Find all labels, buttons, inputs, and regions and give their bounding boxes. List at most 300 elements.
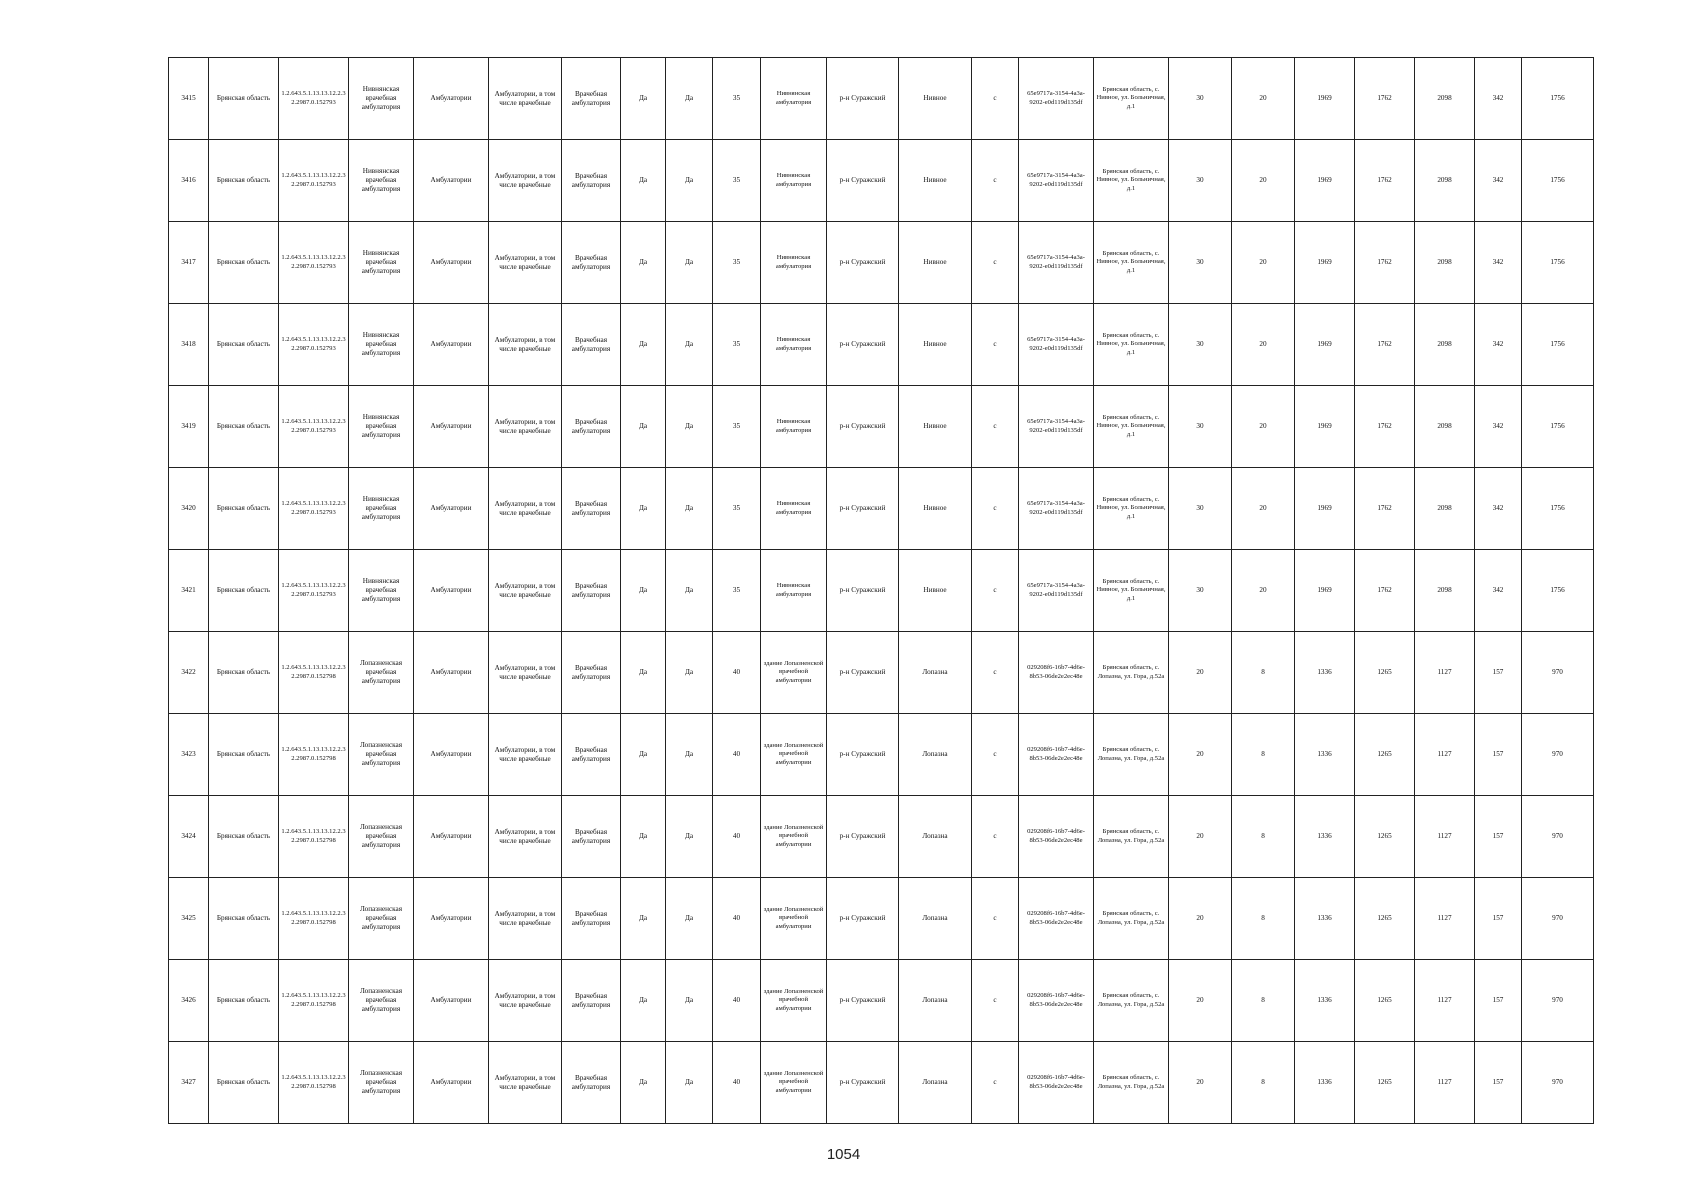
cell-n7: 1756 [1522, 304, 1594, 386]
cell-flag1: Да [621, 878, 666, 960]
cell-n2: 20 [1232, 140, 1295, 222]
cell-address: Брянская область, с. Лопазна, ул. Гора, д.52а [1094, 714, 1169, 796]
cell-n6: 157 [1475, 960, 1522, 1042]
cell-n7: 1756 [1522, 140, 1594, 222]
cell-n4: 1265 [1355, 1042, 1415, 1124]
table-row [169, 304, 1594, 386]
cell-n2: 8 [1232, 632, 1295, 714]
cell-n1: 20 [1169, 632, 1232, 714]
cell-flag2: Да [666, 222, 713, 304]
cell-category: Врачебная амбулатория [562, 304, 621, 386]
cell-region: Брянская область [209, 140, 279, 222]
cell-n6: 342 [1475, 58, 1522, 140]
cell-loc-type: с [972, 632, 1019, 714]
cell-flag1: Да [621, 386, 666, 468]
cell-region: Брянская область [209, 58, 279, 140]
cell-n6: 157 [1475, 878, 1522, 960]
cell-region: Брянская область [209, 386, 279, 468]
cell-district: р-н Суражский [827, 386, 899, 468]
cell-n5: 1127 [1415, 878, 1475, 960]
cell-subtype: Амбулатории, в том числе врачебные [489, 58, 562, 140]
cell-n6: 157 [1475, 796, 1522, 878]
cell-num: 3421 [169, 550, 209, 632]
cell-num: 3418 [169, 304, 209, 386]
cell-locality: Лопазна [899, 714, 972, 796]
cell-region: Брянская область [209, 960, 279, 1042]
cell-loc-type: с [972, 304, 1019, 386]
cell-code: 1.2.643.5.1.13.13.12.2.32.2987.0.152793 [279, 58, 349, 140]
cell-category: Врачебная амбулатория [562, 58, 621, 140]
cell-locality: Лопазна [899, 632, 972, 714]
cell-guid: 65e9717a-3154-4a3a-9202-e0d119d135df [1019, 550, 1094, 632]
cell-num: 3422 [169, 632, 209, 714]
cell-code: 1.2.643.5.1.13.13.12.2.32.2987.0.152798 [279, 878, 349, 960]
cell-n3: 1336 [1295, 960, 1355, 1042]
cell-n4: 1762 [1355, 468, 1415, 550]
cell-n4: 1762 [1355, 222, 1415, 304]
cell-flag2: Да [666, 960, 713, 1042]
cell-n3: 1969 [1295, 58, 1355, 140]
cell-guid: 65e9717a-3154-4a3a-9202-e0d119d135df [1019, 222, 1094, 304]
cell-n7: 1756 [1522, 58, 1594, 140]
cell-n2: 8 [1232, 960, 1295, 1042]
cell-value1: 35 [713, 304, 761, 386]
cell-locality: Лопазна [899, 1042, 972, 1124]
cell-n2: 8 [1232, 796, 1295, 878]
cell-org: Лопазненская врачебная амбулатория [349, 878, 414, 960]
cell-type: Амбулатории [414, 468, 489, 550]
cell-n7: 970 [1522, 1042, 1594, 1124]
cell-n4: 1762 [1355, 304, 1415, 386]
cell-flag2: Да [666, 140, 713, 222]
cell-guid: 029208f6-16b7-4d6e-8b53-06de2e2ec48e [1019, 960, 1094, 1042]
cell-code: 1.2.643.5.1.13.13.12.2.32.2987.0.152793 [279, 550, 349, 632]
cell-n7: 1756 [1522, 468, 1594, 550]
cell-n4: 1265 [1355, 960, 1415, 1042]
cell-n5: 1127 [1415, 960, 1475, 1042]
cell-category: Врачебная амбулатория [562, 222, 621, 304]
cell-code: 1.2.643.5.1.13.13.12.2.32.2987.0.152798 [279, 714, 349, 796]
cell-building: Нивнянская амбулатория [761, 140, 827, 222]
cell-org: Нивнянская врачебная амбулатория [349, 58, 414, 140]
cell-district: р-н Суражский [827, 550, 899, 632]
cell-guid: 029208f6-16b7-4d6e-8b53-06de2e2ec48e [1019, 878, 1094, 960]
cell-n6: 342 [1475, 140, 1522, 222]
cell-building: здание Лопазненской врачебной амбулатории [761, 960, 827, 1042]
cell-category: Врачебная амбулатория [562, 468, 621, 550]
cell-subtype: Амбулатории, в том числе врачебные [489, 878, 562, 960]
cell-n4: 1265 [1355, 796, 1415, 878]
cell-address: Брянская область, с. Лопазна, ул. Гора, д.52а [1094, 1042, 1169, 1124]
cell-n5: 2098 [1415, 222, 1475, 304]
cell-locality: Нивное [899, 386, 972, 468]
cell-flag2: Да [666, 386, 713, 468]
cell-loc-type: с [972, 386, 1019, 468]
cell-num: 3423 [169, 714, 209, 796]
cell-flag2: Да [666, 878, 713, 960]
cell-building: здание Лопазненской врачебной амбулатории [761, 714, 827, 796]
cell-n7: 970 [1522, 632, 1594, 714]
table-row [169, 632, 1594, 714]
cell-n6: 342 [1475, 550, 1522, 632]
cell-type: Амбулатории [414, 222, 489, 304]
table-row [169, 386, 1594, 468]
cell-category: Врачебная амбулатория [562, 878, 621, 960]
cell-value1: 40 [713, 1042, 761, 1124]
cell-district: р-н Суражский [827, 878, 899, 960]
cell-locality: Нивное [899, 468, 972, 550]
cell-num: 3426 [169, 960, 209, 1042]
cell-district: р-н Суражский [827, 468, 899, 550]
cell-building: здание Лопазненской врачебной амбулатории [761, 878, 827, 960]
cell-n7: 970 [1522, 960, 1594, 1042]
cell-n1: 30 [1169, 550, 1232, 632]
cell-guid: 029208f6-16b7-4d6e-8b53-06de2e2ec48e [1019, 796, 1094, 878]
cell-district: р-н Суражский [827, 632, 899, 714]
cell-guid: 65e9717a-3154-4a3a-9202-e0d119d135df [1019, 58, 1094, 140]
cell-subtype: Амбулатории, в том числе врачебные [489, 468, 562, 550]
cell-value1: 35 [713, 468, 761, 550]
cell-value1: 40 [713, 796, 761, 878]
cell-flag2: Да [666, 1042, 713, 1124]
cell-category: Врачебная амбулатория [562, 714, 621, 796]
cell-n1: 20 [1169, 960, 1232, 1042]
cell-num: 3420 [169, 468, 209, 550]
cell-flag1: Да [621, 632, 666, 714]
cell-n3: 1969 [1295, 222, 1355, 304]
cell-n7: 970 [1522, 714, 1594, 796]
cell-code: 1.2.643.5.1.13.13.12.2.32.2987.0.152793 [279, 386, 349, 468]
cell-n5: 2098 [1415, 550, 1475, 632]
cell-type: Амбулатории [414, 304, 489, 386]
cell-subtype: Амбулатории, в том числе врачебные [489, 222, 562, 304]
cell-address: Брянская область, с. Нивное, ул. Больничная, д.1 [1094, 386, 1169, 468]
cell-code: 1.2.643.5.1.13.13.12.2.32.2987.0.152798 [279, 632, 349, 714]
cell-n1: 20 [1169, 1042, 1232, 1124]
cell-num: 3427 [169, 1042, 209, 1124]
cell-loc-type: с [972, 550, 1019, 632]
table-row [169, 878, 1594, 960]
cell-n3: 1336 [1295, 796, 1355, 878]
cell-n5: 1127 [1415, 714, 1475, 796]
cell-n3: 1336 [1295, 1042, 1355, 1124]
cell-n1: 30 [1169, 58, 1232, 140]
cell-building: здание Лопазненской врачебной амбулатории [761, 796, 827, 878]
cell-value1: 40 [713, 960, 761, 1042]
cell-subtype: Амбулатории, в том числе врачебные [489, 550, 562, 632]
cell-n7: 1756 [1522, 222, 1594, 304]
cell-type: Амбулатории [414, 714, 489, 796]
cell-n4: 1762 [1355, 58, 1415, 140]
cell-locality: Лопазна [899, 878, 972, 960]
cell-address: Брянская область, с. Нивное, ул. Больничная, д.1 [1094, 222, 1169, 304]
cell-code: 1.2.643.5.1.13.13.12.2.32.2987.0.152798 [279, 796, 349, 878]
cell-value1: 35 [713, 386, 761, 468]
cell-n1: 20 [1169, 796, 1232, 878]
cell-num: 3419 [169, 386, 209, 468]
cell-building: Нивнянская амбулатория [761, 386, 827, 468]
cell-address: Брянская область, с. Лопазна, ул. Гора, д.52а [1094, 878, 1169, 960]
cell-address: Брянская область, с. Лопазна, ул. Гора, д.52а [1094, 796, 1169, 878]
cell-type: Амбулатории [414, 796, 489, 878]
cell-address: Брянская область, с. Нивное, ул. Больничная, д.1 [1094, 140, 1169, 222]
cell-locality: Нивное [899, 58, 972, 140]
cell-n6: 157 [1475, 1042, 1522, 1124]
cell-code: 1.2.643.5.1.13.13.12.2.32.2987.0.152798 [279, 960, 349, 1042]
cell-address: Брянская область, с. Нивное, ул. Больничная, д.1 [1094, 468, 1169, 550]
cell-n4: 1265 [1355, 878, 1415, 960]
cell-guid: 65e9717a-3154-4a3a-9202-e0d119d135df [1019, 386, 1094, 468]
cell-n2: 8 [1232, 878, 1295, 960]
cell-flag1: Да [621, 304, 666, 386]
cell-region: Брянская область [209, 550, 279, 632]
cell-value1: 40 [713, 632, 761, 714]
cell-guid: 65e9717a-3154-4a3a-9202-e0d119d135df [1019, 140, 1094, 222]
cell-loc-type: с [972, 960, 1019, 1042]
cell-n2: 20 [1232, 386, 1295, 468]
cell-n1: 30 [1169, 222, 1232, 304]
cell-district: р-н Суражский [827, 58, 899, 140]
table-body [169, 58, 1594, 1124]
cell-n7: 1756 [1522, 550, 1594, 632]
cell-building: здание Лопазненской врачебной амбулатории [761, 632, 827, 714]
cell-loc-type: с [972, 140, 1019, 222]
table-row [169, 1042, 1594, 1124]
cell-type: Амбулатории [414, 550, 489, 632]
cell-district: р-н Суражский [827, 304, 899, 386]
cell-district: р-н Суражский [827, 714, 899, 796]
cell-n4: 1265 [1355, 632, 1415, 714]
cell-region: Брянская область [209, 222, 279, 304]
cell-region: Брянская область [209, 796, 279, 878]
table-row [169, 960, 1594, 1042]
cell-subtype: Амбулатории, в том числе врачебные [489, 714, 562, 796]
cell-locality: Лопазна [899, 960, 972, 1042]
cell-flag1: Да [621, 796, 666, 878]
cell-flag2: Да [666, 632, 713, 714]
cell-code: 1.2.643.5.1.13.13.12.2.32.2987.0.152793 [279, 140, 349, 222]
cell-flag1: Да [621, 714, 666, 796]
cell-guid: 65e9717a-3154-4a3a-9202-e0d119d135df [1019, 304, 1094, 386]
cell-n5: 1127 [1415, 796, 1475, 878]
cell-n2: 20 [1232, 58, 1295, 140]
table-row [169, 714, 1594, 796]
cell-district: р-н Суражский [827, 222, 899, 304]
cell-region: Брянская область [209, 632, 279, 714]
cell-subtype: Амбулатории, в том числе врачебные [489, 386, 562, 468]
cell-locality: Лопазна [899, 796, 972, 878]
cell-org: Лопазненская врачебная амбулатория [349, 960, 414, 1042]
cell-flag1: Да [621, 1042, 666, 1124]
cell-n5: 2098 [1415, 468, 1475, 550]
cell-n3: 1969 [1295, 386, 1355, 468]
cell-code: 1.2.643.5.1.13.13.12.2.32.2987.0.152793 [279, 468, 349, 550]
cell-loc-type: с [972, 714, 1019, 796]
cell-loc-type: с [972, 796, 1019, 878]
cell-n7: 970 [1522, 878, 1594, 960]
cell-num: 3417 [169, 222, 209, 304]
cell-type: Амбулатории [414, 1042, 489, 1124]
cell-subtype: Амбулатории, в том числе врачебные [489, 796, 562, 878]
cell-locality: Нивное [899, 550, 972, 632]
cell-n1: 30 [1169, 140, 1232, 222]
cell-flag2: Да [666, 468, 713, 550]
cell-n3: 1336 [1295, 632, 1355, 714]
cell-n3: 1969 [1295, 140, 1355, 222]
cell-n6: 157 [1475, 714, 1522, 796]
cell-n2: 8 [1232, 714, 1295, 796]
cell-flag2: Да [666, 58, 713, 140]
table-row [169, 796, 1594, 878]
cell-org: Нивнянская врачебная амбулатория [349, 468, 414, 550]
cell-value1: 40 [713, 878, 761, 960]
cell-building: Нивнянская амбулатория [761, 550, 827, 632]
cell-num: 3416 [169, 140, 209, 222]
cell-code: 1.2.643.5.1.13.13.12.2.32.2987.0.152793 [279, 222, 349, 304]
cell-n5: 1127 [1415, 632, 1475, 714]
cell-n2: 20 [1232, 550, 1295, 632]
table-row [169, 222, 1594, 304]
cell-org: Нивнянская врачебная амбулатория [349, 222, 414, 304]
cell-category: Врачебная амбулатория [562, 386, 621, 468]
cell-code: 1.2.643.5.1.13.13.12.2.32.2987.0.152798 [279, 1042, 349, 1124]
cell-type: Амбулатории [414, 140, 489, 222]
cell-flag1: Да [621, 550, 666, 632]
table-row [169, 468, 1594, 550]
cell-n6: 342 [1475, 304, 1522, 386]
cell-district: р-н Суражский [827, 140, 899, 222]
cell-type: Амбулатории [414, 632, 489, 714]
cell-n1: 30 [1169, 304, 1232, 386]
cell-loc-type: с [972, 468, 1019, 550]
cell-guid: 029208f6-16b7-4d6e-8b53-06de2e2ec48e [1019, 714, 1094, 796]
cell-region: Брянская область [209, 878, 279, 960]
cell-category: Врачебная амбулатория [562, 550, 621, 632]
cell-category: Врачебная амбулатория [562, 1042, 621, 1124]
cell-n1: 30 [1169, 386, 1232, 468]
cell-guid: 029208f6-16b7-4d6e-8b53-06de2e2ec48e [1019, 1042, 1094, 1124]
cell-building: Нивнянская амбулатория [761, 468, 827, 550]
cell-n5: 2098 [1415, 58, 1475, 140]
cell-org: Лопазненская врачебная амбулатория [349, 796, 414, 878]
table-row [169, 140, 1594, 222]
cell-type: Амбулатории [414, 58, 489, 140]
cell-type: Амбулатории [414, 960, 489, 1042]
cell-n4: 1762 [1355, 386, 1415, 468]
cell-n5: 2098 [1415, 304, 1475, 386]
cell-n4: 1762 [1355, 550, 1415, 632]
cell-flag1: Да [621, 222, 666, 304]
cell-address: Брянская область, с. Лопазна, ул. Гора, д.52а [1094, 960, 1169, 1042]
cell-type: Амбулатории [414, 878, 489, 960]
cell-region: Брянская область [209, 304, 279, 386]
cell-n2: 8 [1232, 1042, 1295, 1124]
cell-value1: 35 [713, 140, 761, 222]
registry-table [168, 57, 1594, 1124]
cell-locality: Нивное [899, 140, 972, 222]
cell-n6: 157 [1475, 632, 1522, 714]
cell-category: Врачебная амбулатория [562, 960, 621, 1042]
cell-subtype: Амбулатории, в том числе врачебные [489, 632, 562, 714]
cell-flag2: Да [666, 550, 713, 632]
cell-n3: 1969 [1295, 468, 1355, 550]
cell-region: Брянская область [209, 468, 279, 550]
cell-n4: 1762 [1355, 140, 1415, 222]
cell-subtype: Амбулатории, в том числе врачебные [489, 1042, 562, 1124]
cell-flag1: Да [621, 960, 666, 1042]
cell-code: 1.2.643.5.1.13.13.12.2.32.2987.0.152793 [279, 304, 349, 386]
cell-subtype: Амбулатории, в том числе врачебные [489, 140, 562, 222]
cell-n1: 30 [1169, 468, 1232, 550]
cell-building: здание Лопазненской врачебной амбулатории [761, 1042, 827, 1124]
cell-n2: 20 [1232, 304, 1295, 386]
cell-loc-type: с [972, 222, 1019, 304]
cell-n3: 1336 [1295, 714, 1355, 796]
cell-building: Нивнянская амбулатория [761, 58, 827, 140]
cell-num: 3415 [169, 58, 209, 140]
cell-n3: 1969 [1295, 304, 1355, 386]
cell-loc-type: с [972, 878, 1019, 960]
cell-address: Брянская область, с. Лопазна, ул. Гора, д.52а [1094, 632, 1169, 714]
cell-address: Брянская область, с. Нивное, ул. Больничная, д.1 [1094, 550, 1169, 632]
cell-value1: 35 [713, 222, 761, 304]
cell-n7: 1756 [1522, 386, 1594, 468]
cell-org: Лопазненская врачебная амбулатория [349, 632, 414, 714]
cell-org: Лопазненская врачебная амбулатория [349, 714, 414, 796]
cell-subtype: Амбулатории, в том числе врачебные [489, 304, 562, 386]
cell-building: Нивнянская амбулатория [761, 304, 827, 386]
cell-n1: 20 [1169, 878, 1232, 960]
cell-value1: 35 [713, 550, 761, 632]
cell-n3: 1336 [1295, 878, 1355, 960]
cell-flag1: Да [621, 140, 666, 222]
cell-type: Амбулатории [414, 386, 489, 468]
cell-subtype: Амбулатории, в том числе врачебные [489, 960, 562, 1042]
cell-flag1: Да [621, 58, 666, 140]
table-row [169, 58, 1594, 140]
cell-flag2: Да [666, 714, 713, 796]
cell-n5: 1127 [1415, 1042, 1475, 1124]
cell-flag2: Да [666, 796, 713, 878]
cell-n5: 2098 [1415, 140, 1475, 222]
cell-org: Нивнянская врачебная амбулатория [349, 550, 414, 632]
cell-address: Брянская область, с. Нивное, ул. Больничная, д.1 [1094, 58, 1169, 140]
cell-guid: 65e9717a-3154-4a3a-9202-e0d119d135df [1019, 468, 1094, 550]
cell-num: 3425 [169, 878, 209, 960]
cell-category: Врачебная амбулатория [562, 796, 621, 878]
cell-n7: 970 [1522, 796, 1594, 878]
cell-value1: 40 [713, 714, 761, 796]
cell-district: р-н Суражский [827, 796, 899, 878]
cell-locality: Нивное [899, 304, 972, 386]
cell-n2: 20 [1232, 222, 1295, 304]
cell-n5: 2098 [1415, 386, 1475, 468]
cell-n1: 20 [1169, 714, 1232, 796]
page-number: 1054 [826, 1146, 861, 1163]
cell-org: Нивнянская врачебная амбулатория [349, 304, 414, 386]
cell-address: Брянская область, с. Нивное, ул. Больничная, д.1 [1094, 304, 1169, 386]
cell-num: 3424 [169, 796, 209, 878]
cell-district: р-н Суражский [827, 960, 899, 1042]
cell-building: Нивнянская амбулатория [761, 222, 827, 304]
cell-locality: Нивное [899, 222, 972, 304]
cell-n6: 342 [1475, 468, 1522, 550]
cell-org: Нивнянская врачебная амбулатория [349, 140, 414, 222]
cell-org: Нивнянская врачебная амбулатория [349, 386, 414, 468]
cell-region: Брянская область [209, 1042, 279, 1124]
cell-loc-type: с [972, 58, 1019, 140]
cell-value1: 35 [713, 58, 761, 140]
